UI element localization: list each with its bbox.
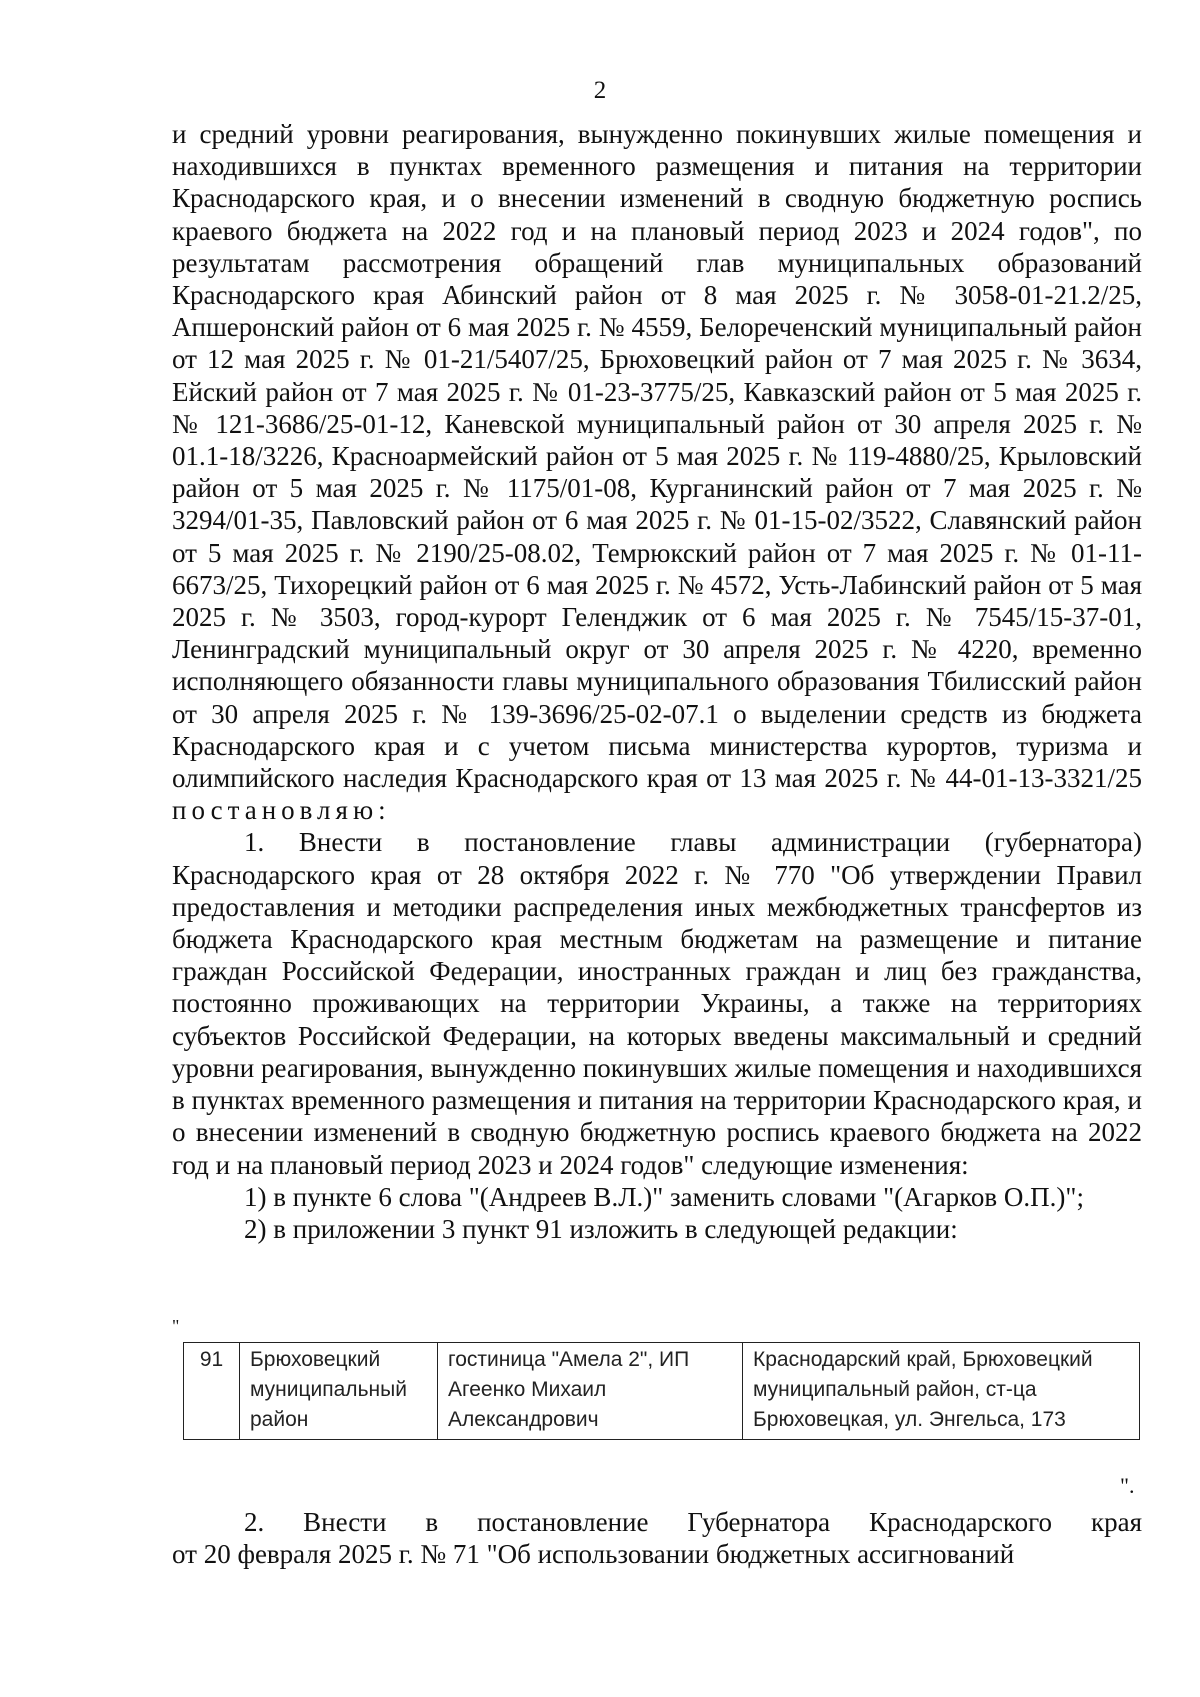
item-2-line-1: 2. Внести в постановление Губернатора Краснодарского края [244, 1507, 1142, 1537]
item-1-subitem-1: 1) в пункте 6 слова "(Андреев В.Л.)" заменить словами "(Агарков О.П.)"; [244, 1181, 1084, 1212]
item-1-subitem-2: 2) в приложении 3 пункт 91 изложить в следующей редакции: [244, 1213, 958, 1244]
item-2-block [172, 1506, 1142, 1570]
appendix-table [183, 1342, 1140, 1440]
quote-open-mark: " [172, 1316, 180, 1336]
facility-cell: гостиница "Амела 2", ИП Агеенко Михаил Александрович [438, 1343, 743, 1440]
address-cell: Краснодарский край, Брюховецкий муниципальный район, ст-ца Брюховецкая, ул. Энгельса, 173 [743, 1343, 1140, 1440]
item-2-line-2: от 20 февраля 2025 г. № 71 "Об использовании бюджетных ассигнований [172, 1539, 1015, 1570]
document-body [172, 118, 1142, 1245]
preamble-paragraph [172, 118, 1142, 826]
district-cell: Брюховецкий муниципальный район [240, 1343, 438, 1440]
page-number: 2 [593, 77, 607, 104]
table-row [184, 1343, 1140, 1440]
row-number-cell: 91 [184, 1343, 240, 1440]
quote-close-mark: ". [1120, 1473, 1135, 1498]
item-1-paragraph: 1. Внести в постановление главы администрации (губернатора) Краснодарского края от 28 октября 2022 г. № 770 "Об утверждении Правил предоставления и методики распределения иных межбюджетных трансфертов из бюджета Краснодарского края местным бюджетам на размещение и питание граждан Российской Федерации, иностранных граждан и лиц без гражданства, постоянно проживающих на территории Украины, а также на территориях субъектов Российской Федерации, на которых введены максимальный и средний уровни реагирования, вынужденно покинувших жилые помещения и находившихся в пунктах временного размещения и питания на территории Краснодарского края, и о внесении изменений в сводную бюджетную роспись краевого бюджета на 2022 год и на плановый период 2023 и 2024 годов" следующие изменения: [172, 827, 1142, 1180]
decree-word: постановляю: [172, 795, 391, 826]
preamble-text: и средний уровни реагирования, вынужденно покинувших жилые помещения и находившихся в пунктах временного размещения и питания на территории Краснодарского края, и о внесении изменений в сводную бюджетную роспись краевого бюджета на 2022 год и на плановый период 2023 и 2024 годов", по результатам рассмотрения обращений глав муниципальных образований Краснодарского края Абинский район от 8 мая 2025 г. № 3058-01-21.2/25, Апшеронский район от 6 мая 2025 г. № 4559, Белореченский муниципальный район от 12 мая 2025 г. № 01-21/5407/25, Брюховецкий район от 7 мая 2025 г. № 3634, Ейский район от 7 мая 2025 г. № 01-23-3775/25, Кавказский район от 5 мая 2025 г. № 121-3686/25-01-12, Каневской муниципальный район от 30 апреля 2025 г. № 01.1-18/3226, Красноармейский район от 5 мая 2025 г. № 119-4880/25, Крыловский район от 5 мая 2025 г. № 1175/01-08, Курганинский район от 7 мая 2025 г. № 3294/01-35, Павловский район от 6 мая 2025 г. № 01-15-02/3522, Славянский район от 5 мая 2025 г. № 2190/25-08.02, Темрюкский район от 7 мая 2025 г. № 01-11-6673/25, Тихорецкий район от 6 мая 2025 г. № 4572, Усть-Лабинский район от 5 мая 2025 г. № 3503, город-курорт Геленджик от 6 мая 2025 г. № 7545/15-37-01, Ленинградский муниципальный округ от 30 апреля 2025 г. № 4220, временно исполняющего обязанности главы муниципального образования Тбилисский район от 30 апреля 2025 г. № 139-3696/25-02-07.1 о выделении средств из бюджета Краснодарского края и с учетом письма министерства курортов, туризма и олимпийского наследия Краснодарского края от 13 мая 2025 г. № 44-01-13-3321/25 [172, 119, 1142, 794]
